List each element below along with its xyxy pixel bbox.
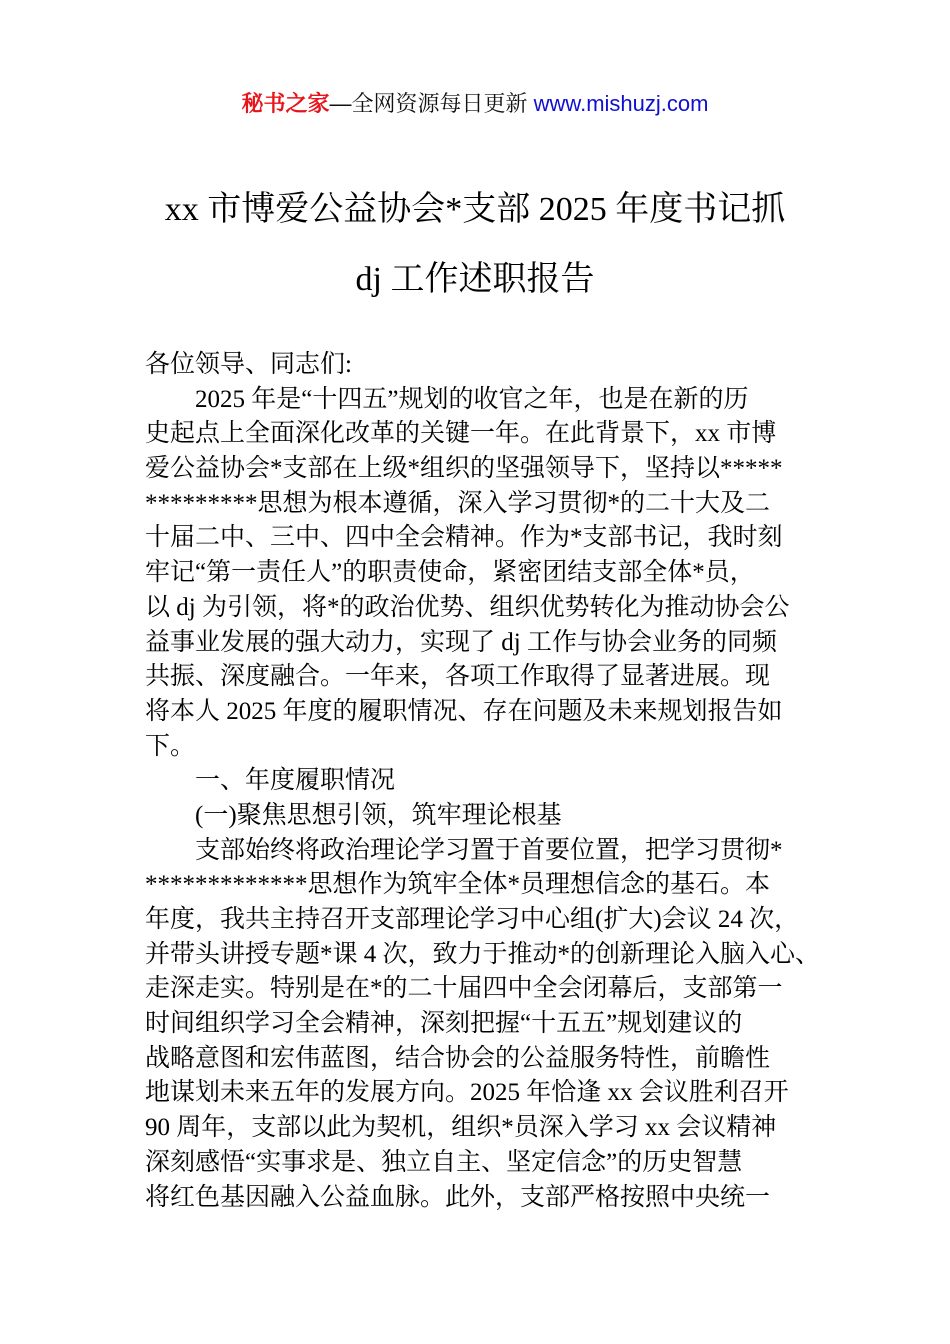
text-line: 牢记“第一责任人”的职责使命，紧密团结支部全体*员， bbox=[145, 559, 755, 587]
document-title-line-2: dj 工作述职报告 bbox=[355, 261, 595, 298]
document-body bbox=[145, 348, 821, 1215]
text-line: 地谋划未来五年的发展方向。2025 年恰逢 xx 会议胜利召开 bbox=[145, 1079, 789, 1107]
text-line: 一、年度履职情况 bbox=[195, 767, 396, 795]
document-title-line-1: xx 市博爱公益协会*支部 2025 年度书记抓 bbox=[164, 191, 786, 228]
text-line: 各位领导、同志们: bbox=[145, 351, 352, 378]
text-line: (一)聚焦思想引领，筑牢理论根基 bbox=[195, 801, 562, 829]
text-line: 支部始终将政治理论学习置于首要位置，把学习贯彻* bbox=[195, 836, 783, 864]
site-header bbox=[0, 88, 950, 120]
text-line: *************思想作为筑牢全体*员理想信念的基石。本 bbox=[145, 871, 771, 899]
text-line: 90 周年，支部以此为契机，组织*员深入学习 xx 会议精神 bbox=[145, 1114, 777, 1142]
text-line: 将红色基因融入公益血脉。此外，支部严格按照中央统一 bbox=[145, 1183, 771, 1211]
text-line: 将本人 2025 年度的履职情况、存在问题及未来规划报告如 bbox=[145, 697, 783, 725]
text-line: 益事业发展的强大动力，实现了 dj 工作与协会业务的同频 bbox=[145, 628, 777, 656]
text-line: *********思想为根本遵循，深入学习贯彻*的二十大及二 bbox=[145, 489, 771, 517]
text-line: 以 dj 为引领，将*的政治优势、组织优势转化为推动协会公 bbox=[145, 593, 790, 621]
text-line: 战略意图和宏伟蓝图，结合协会的公益服务特性，前瞻性 bbox=[145, 1044, 771, 1072]
brand-name: 秘书之家 bbox=[241, 91, 330, 116]
text-line: 深刻感悟“实事求是、独立自主、坚定信念”的历史智慧 bbox=[145, 1148, 743, 1176]
text-line: 时间组织学习全会精神，深刻把握“十五五”规划建议的 bbox=[145, 1010, 743, 1038]
text-line: 年度，我共主持召开支部理论学习中心组(扩大)会议 24 次， bbox=[145, 906, 800, 933]
text-line: 史起点上全面深化改革的关键一年。在此背景下，xx 市博 bbox=[145, 420, 777, 448]
site-url-link[interactable]: www.mishuzj.com bbox=[533, 91, 709, 116]
text-line: 并带头讲授专题*课 4 次，致力于推动*的创新理论入脑入心、 bbox=[145, 940, 821, 968]
text-line: 2025 年是“十四五”规划的收官之年，也是在新的历 bbox=[195, 385, 749, 413]
text-line: 十届二中、三中、四中全会精神。作为*支部书记，我时刻 bbox=[145, 524, 783, 552]
header-tagline: —全网资源每日更新 bbox=[329, 91, 534, 116]
text-line: 爱公益协会*支部在上级*组织的坚强领导下，坚持以***** bbox=[145, 455, 783, 483]
text-line: 下。 bbox=[145, 732, 196, 760]
text-line: 走深走实。特别是在*的二十届四中全会闭幕后，支部第一 bbox=[145, 975, 783, 1003]
text-line: 共振、深度融合。一年来，各项工作取得了显著进展。现 bbox=[145, 663, 771, 691]
